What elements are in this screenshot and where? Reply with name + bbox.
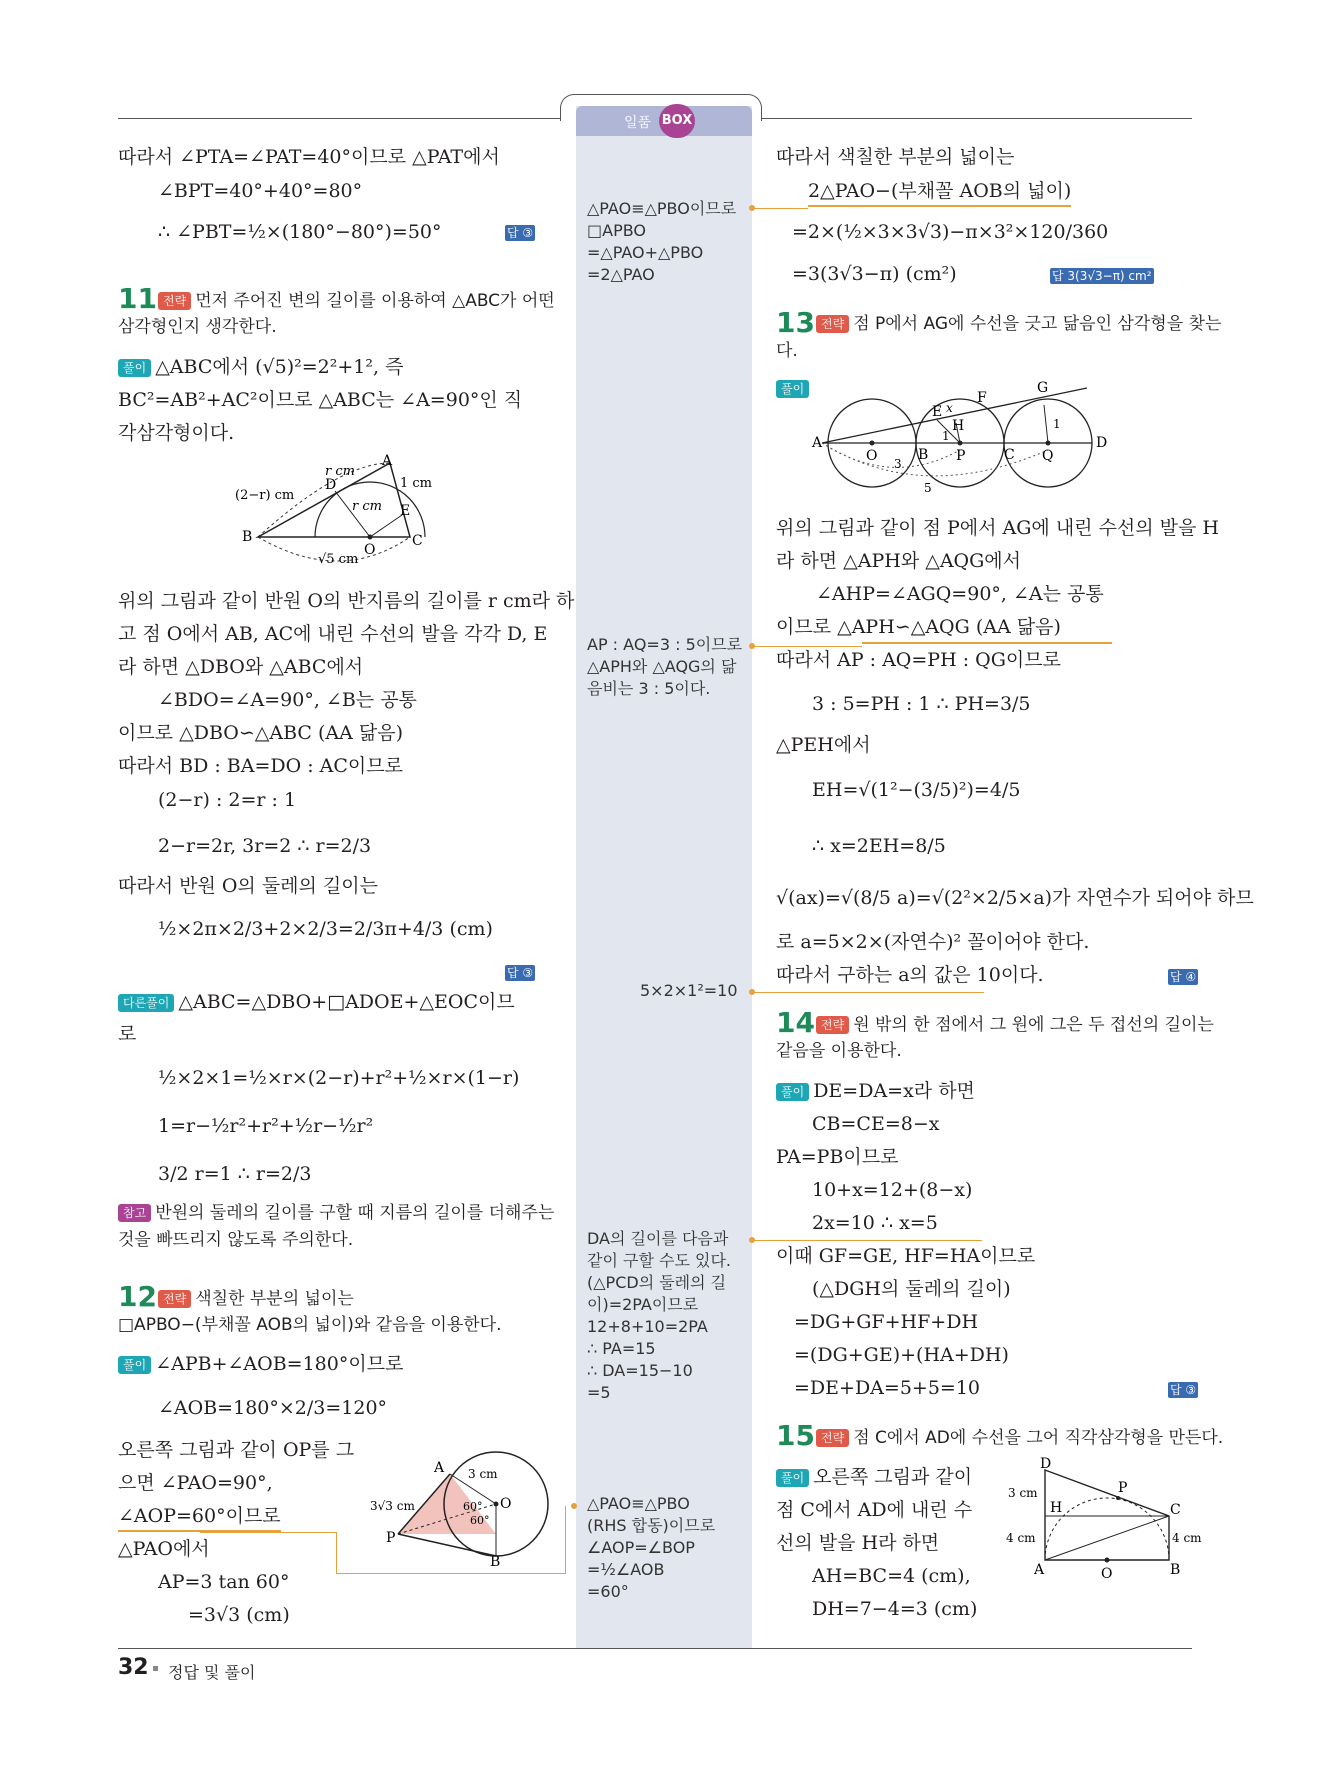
q11-sol-4: 위의 그림과 같이 반원 O의 반지름의 길이를 r cm라 하 [118, 590, 575, 612]
fig-label: H [1050, 1500, 1063, 1516]
q11-sol-11: 2−r=2r, 3r=2 ∴ r=2/3 [158, 835, 372, 857]
q12-sol-3: 오른쪽 그림과 같이 OP를 그 [118, 1439, 355, 1461]
fig-label: 1 [942, 429, 950, 443]
connector-dot [749, 1237, 755, 1243]
fig-label: 5 [924, 481, 932, 495]
q15-sol-5: DH=7−4=3 (cm) [812, 1598, 978, 1620]
fig-label: √5 cm [318, 552, 359, 567]
q13-sol-8: EH=√(1²−(3/5)²)=4/5 [812, 779, 1021, 801]
fig-label: D [1040, 1456, 1052, 1472]
fig-label: C [1170, 1502, 1181, 1518]
connector-dot [749, 989, 755, 995]
fig-label: B [1170, 1562, 1181, 1578]
q14-sol-6: 이때 GF=GE, HF=HA이므로 [776, 1245, 1036, 1267]
q11-sol-3: 각삼각형이다. [118, 422, 235, 444]
page-number: 32 [118, 1655, 149, 1680]
q15-sol-3: 선의 발을 H라 하면 [776, 1532, 940, 1554]
q11-ref-1: 반원의 둘레의 길이를 구할 때 지름의 길이를 더해주는 [155, 1203, 555, 1223]
right-line-1: 따라서 색칠한 부분의 넓이는 [776, 146, 1015, 168]
question-number-15: 15 [776, 1419, 815, 1452]
q11-alt-1: △ABC=△DBO+□ADOE+△EOC이므 [178, 991, 515, 1013]
strategy-tag: 전략 [816, 1016, 849, 1034]
solution-tag: 풀이 [776, 1469, 809, 1487]
question-number-13: 13 [776, 306, 815, 339]
fig-label: 60° [463, 1500, 483, 1513]
q12-sol-4: 으면 ∠PAO=90°, [118, 1472, 273, 1494]
left-line-1: 따라서 ∠PTA=∠PAT=40°이므로 △PAT에서 [118, 146, 500, 168]
q11-alt-5: 3/2 r=1 ∴ r=2/3 [158, 1163, 312, 1185]
strategy-tag: 전략 [158, 1290, 191, 1308]
box-note-1: △PAO≡△PBO이므로 □APBO =△PAO+△PBO =2△PAO [587, 199, 737, 284]
q11-sol-8: 이므로 △DBO∽△ABC (AA 닮음) [118, 722, 403, 744]
q11-sol-13: ½×2π×2/3+2×2/3=2/3π+4/3 (cm) [158, 918, 493, 940]
fig-label: A [382, 453, 393, 469]
answer-badge: 답 3(3√3−π) cm² [1052, 268, 1152, 283]
fig-label: O [866, 448, 878, 464]
fig-label: O [364, 542, 376, 558]
q14-sol-2: CB=CE=8−x [812, 1113, 940, 1135]
q14-sol-3: PA=PB이므로 [776, 1146, 899, 1168]
q15-sol-2: 점 C에서 AD에 내린 수 [776, 1499, 973, 1521]
q14-sol-4: 10+x=12+(8−x) [812, 1179, 973, 1201]
question-number-11: 11 [118, 282, 157, 315]
q14-sol-7: (△DGH의 둘레의 길이) [812, 1278, 1011, 1300]
q13-strategy-2: 다. [776, 341, 798, 361]
q11-sol-6: 라 하면 △DBO와 △ABC에서 [118, 656, 364, 678]
q15-strategy: 점 C에서 AD에 수선을 그어 직각삼각형을 만든다. [853, 1428, 1224, 1448]
fig-label: 1 [1053, 417, 1061, 431]
fig-label: 3 [894, 457, 902, 471]
alt-solution-tag: 다른풀이 [118, 994, 174, 1012]
fig-label: H [952, 418, 965, 434]
fig-label: E [400, 503, 411, 519]
q11-alt-3: ½×2×1=½×r×(2−r)+r²+½×r×(1−r) [158, 1067, 520, 1089]
q12-figure [368, 1442, 558, 1570]
connector-dot [749, 643, 755, 649]
box-note-2: AP : AQ=3 : 5이므로 △APH와 △AQG의 닮음비는 3 : 5이다. [587, 635, 743, 698]
q13-sol-2: 라 하면 △APH와 △AQG에서 [776, 550, 1022, 572]
q11-sol-10: (2−r) : 2=r : 1 [158, 789, 297, 811]
fig-label: O [500, 1496, 512, 1512]
solution-tag: 풀이 [776, 380, 809, 398]
box-note-3: 5×2×1²=10 [640, 981, 738, 1000]
fig-label: O [1101, 1566, 1113, 1582]
q13-strategy: 점 P에서 AG에 수선을 긋고 닮음인 삼각형을 찾는 [853, 314, 1222, 334]
q13-sol-12: 따라서 구하는 a의 값은 10이다. [776, 964, 1044, 986]
fig-label: 3√3 cm [370, 1499, 415, 1513]
fig-label: D [1096, 435, 1108, 451]
q13-sol-5: 따라서 AP : AQ=PH : QG이므로 [776, 649, 1061, 671]
right-line-3: =2×(½×3×3√3)−π×3²×120/360 [792, 221, 1109, 243]
answer-badge: 답 ③ [507, 225, 534, 240]
q15-figure [1000, 1456, 1202, 1582]
q15-sol-4: AH=BC=4 (cm), [812, 1565, 971, 1587]
q12-sol-2: ∠AOB=180°×2/3=120° [158, 1397, 388, 1419]
q13-sol-4: 이므로 △APH∽△AQG (AA 닮음) [776, 616, 1061, 638]
fig-label: 1 cm [400, 476, 433, 491]
q15-sol-1: 오른쪽 그림과 같이 [813, 1466, 973, 1488]
q11-strategy: 먼저 주어진 변의 길이를 이용하여 △ABC가 어떤 [195, 291, 555, 311]
fig-label: B [918, 447, 929, 463]
q12-strategy: 색칠한 부분의 넓이는 [195, 1289, 354, 1309]
fig-label: C [1004, 447, 1015, 463]
q11-alt-4: 1=r−½r²+r²+½r−½r² [158, 1115, 374, 1137]
connector [752, 208, 808, 209]
connector [565, 1506, 566, 1574]
footer-label: 정답 및 풀이 [168, 1663, 256, 1682]
box-note-5: △PAO≡△PBO (RHS 합동)이므로 ∠AOP=∠BOP =½∠AOB =60° [587, 1494, 716, 1601]
q11-sol-9: 따라서 BD : BA=DO : AC이므로 [118, 755, 403, 777]
q14-sol-8: =DG+GF+HF+DH [794, 1311, 979, 1333]
fig-label: 4 cm [1006, 1531, 1036, 1545]
q14-sol-9: =(DG+GE)+(HA+DH) [794, 1344, 1009, 1366]
left-line-3: ∴ ∠PBT=½×(180°−80°)=50° [158, 221, 442, 243]
footer-bullet [153, 1666, 158, 1671]
solution-tag: 풀이 [118, 1356, 151, 1374]
q13-sol-6: 3 : 5=PH : 1 ∴ PH=3/5 [812, 693, 1031, 715]
box-badge: BOX [659, 104, 695, 138]
q14-strategy-2: 같음을 이용한다. [776, 1041, 902, 1061]
q12-sol-5: ∠AOP=60°이므로 [118, 1502, 281, 1532]
fig-label: r cm [325, 464, 355, 479]
fig-label: B [490, 1554, 501, 1570]
q13-sol-3: ∠AHP=∠AGQ=90°, ∠A는 공통 [816, 583, 1104, 605]
q12-sol-8: =3√3 (cm) [188, 1604, 290, 1626]
fig-label: E [932, 404, 943, 420]
fig-label: C [412, 533, 423, 549]
fig-label: 60° [470, 1514, 490, 1527]
strategy-tag: 전략 [158, 292, 191, 310]
header-rule-right [756, 118, 1192, 119]
q11-sol-12: 따라서 반원 O의 둘레의 길이는 [118, 875, 378, 897]
fig-label: 3 cm [1008, 1486, 1038, 1500]
strategy-tag: 전략 [816, 1429, 849, 1447]
fig-label: G [1037, 380, 1049, 396]
highlight-underline [862, 642, 1112, 644]
answer-badge: 답 ④ [1170, 969, 1197, 984]
solution-tag: 풀이 [118, 359, 151, 377]
question-number-14: 14 [776, 1006, 815, 1039]
q14-strategy: 원 밖의 한 점에서 그 원에 그은 두 접선의 길이는 [853, 1015, 1214, 1035]
connector [752, 1240, 982, 1241]
box-note-4: DA의 길이를 다음과 같이 구할 수도 있다. (△PCD의 둘레의 길이)=2PA이므로 12+8+10=2PA ∴ PA=15 ∴ DA=15−10 =5 [587, 1229, 731, 1402]
strategy-tag: 전략 [816, 315, 849, 333]
fig-label: r cm [352, 499, 382, 514]
answer-badge: 답 ③ [1170, 1382, 1197, 1397]
connector [200, 1532, 337, 1533]
connector-dot [571, 1503, 577, 1509]
q11-ref-2: 것을 빠뜨리지 않도록 주의한다. [118, 1230, 354, 1250]
fig-label: F [977, 390, 987, 406]
fig-label: A [434, 1460, 445, 1476]
solution-tag: 풀이 [776, 1083, 809, 1101]
fig-label: 3 cm [468, 1467, 498, 1481]
q13-figure [812, 380, 1112, 500]
q14-sol-10: =DE+DA=5+5=10 [794, 1377, 981, 1399]
connector [752, 992, 984, 993]
q11-sol-7: ∠BDO=∠A=90°, ∠B는 공통 [158, 689, 417, 711]
q13-sol-11: 로 a=5×2×(자연수)² 꼴이어야 한다. [776, 931, 1090, 953]
q14-sol-5: 2x=10 ∴ x=5 [812, 1212, 938, 1234]
fig-label: A [812, 435, 823, 451]
box-column [576, 106, 752, 1648]
q11-alt-2: 로 [118, 1023, 137, 1045]
q13-sol-1: 위의 그림과 같이 점 P에서 AG에 내린 수선의 발을 H [776, 517, 1219, 539]
answer-badge: 답 ③ [507, 965, 534, 980]
q12-sol-7: AP=3 tan 60° [158, 1571, 290, 1593]
q12-sol-6: △PAO에서 [118, 1538, 210, 1560]
fig-label: P [386, 1530, 396, 1546]
connector-dot [749, 205, 755, 211]
q13-sol-9: ∴ x=2EH=8/5 [812, 835, 946, 857]
q12-strategy-2: □APBO−(부채꼴 AOB의 넓이)와 같음을 이용한다. [118, 1315, 502, 1335]
fig-label: P [1118, 1480, 1128, 1496]
reference-tag: 참고 [118, 1204, 151, 1222]
fig-label: Q [1042, 448, 1054, 464]
fig-label: x [946, 401, 953, 415]
q14-sol-1: DE=DA=x라 하면 [813, 1080, 975, 1102]
fig-label: 4 cm [1172, 1531, 1202, 1545]
q11-figure [230, 455, 460, 570]
q13-sol-7: △PEH에서 [776, 734, 871, 756]
fig-label: (2−r) cm [235, 488, 295, 503]
fig-label: D [325, 477, 337, 493]
connector [336, 1532, 337, 1574]
right-line-4: =3(3√3−π) (cm²) [792, 263, 957, 285]
box-title: 일품 [624, 115, 652, 131]
fig-label: P [956, 448, 966, 464]
q12-sol-1: ∠APB+∠AOB=180°이므로 [155, 1353, 404, 1375]
right-line-2: 2△PAO−(부채꼴 AOB의 넓이) [808, 177, 1071, 207]
header-rule-left [118, 118, 564, 119]
fig-label: B [242, 529, 253, 545]
q13-sol-10: √(ax)=√(8/5 a)=√(2²×2/5×a)가 자연수가 되어야 하므 [776, 887, 1254, 909]
q11-strategy-2: 삼각형인지 생각한다. [118, 317, 277, 337]
fig-label: A [1034, 1562, 1045, 1578]
left-line-2: ∠BPT=40°+40°=80° [158, 180, 363, 202]
q11-sol-1: △ABC에서 (√5)²=2²+1², 즉 [155, 356, 404, 378]
q11-sol-5: 고 점 O에서 AB, AC에 내린 수선의 발을 각각 D, E [118, 623, 548, 645]
q11-sol-2: BC²=AB²+AC²이므로 △ABC는 ∠A=90°인 직 [118, 389, 523, 411]
question-number-12: 12 [118, 1280, 157, 1313]
connector [336, 1573, 566, 1574]
footer-rule [118, 1648, 1192, 1649]
